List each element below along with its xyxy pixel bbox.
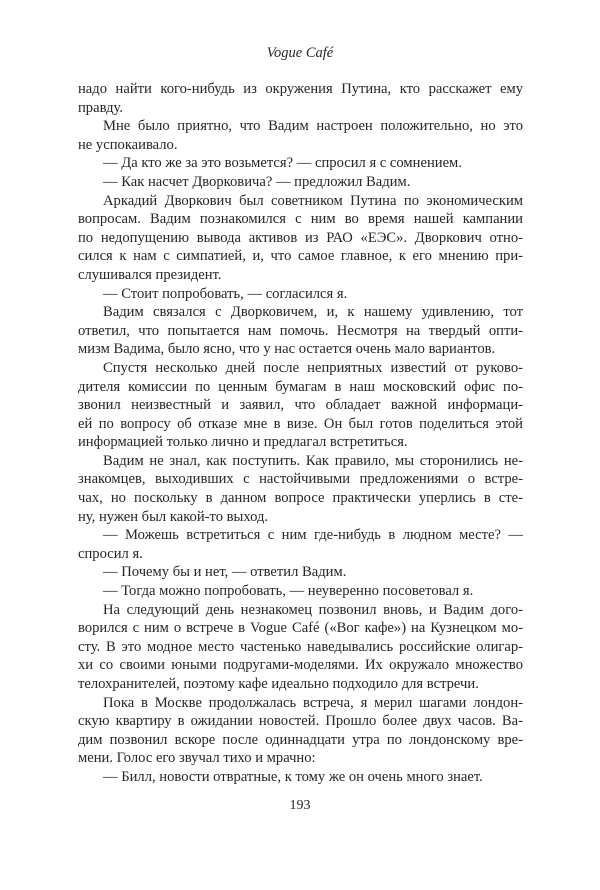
text-line: Спустя несколько дней после неприятных известий от руково- [103,359,523,376]
paragraph [78,117,523,154]
paragraph [78,563,523,582]
paragraph [78,154,523,173]
text-line: надо найти кого-нибудь из окружения Путина, кто расскажет ему [78,81,523,97]
text-line: скую квартиру в ожидании новостей. Прошло более двух часов. Ва- [78,713,523,730]
text-line: — Можешь встретиться с ним где-нибудь в людном месте? — [103,527,523,544]
text-line: ворился с ним о встрече в Vogue Café («Вог кафе») на Кузнецком мо- [78,620,523,637]
text-line: мизм Вадима, было ясно, что у нас остается очень мало вариантов. [78,341,496,358]
text-line: слушивался президент. [78,266,222,283]
text-line: Пока в Москве продолжалась встреча, я мерил шагами лондон- [103,694,523,711]
text-line: знакомцев, выходивших с настойчивыми предложениями о встре- [78,471,523,488]
page-number: 193 [289,798,311,813]
text-line: вопросам. Вадим познакомился с ним во время нашей кампании [78,211,523,228]
paragraph [78,694,523,768]
paragraph [78,359,523,452]
text-line: мени. Голос его звучал тихо и мрачно: [78,750,316,767]
text-line: Вадим не знал, как поступить. Как правило, мы сторонились не- [103,452,523,469]
text-line: телохранителей, поэтому кафе идеально подходило для встречи. [78,676,479,692]
text-line: сту. В это модное место частенько наведывались российские олигар- [78,638,523,655]
text-line: Вадим связался с Дворковичем, и, к нашему удивлению, тот [103,304,523,321]
text-line: — Стоит попробовать, — согласился я. [103,285,348,302]
text-line: — Как насчет Дворковича? — предложил Вадим. [103,173,411,190]
paragraph [78,285,523,304]
text-line: ей по вопросу об отказе мне в визе. Он был готов поделиться этой [78,415,523,432]
text-line: хи со своими юными подругами-моделями. Их окружало множество [78,657,523,674]
text-line: спросил я. [78,545,143,562]
text-line: дим позвонил вскоре после одиннадцати утра по лондонскому вре- [78,731,523,748]
body-text [78,80,523,787]
text-line: ответил, что попытается нам помочь. Несмотря на твердый опти- [78,322,523,339]
text-line: — Билл, новости отвратные, к тому же он очень много знает. [103,768,483,785]
text-line: не успокаивало. [78,136,178,153]
text-line: Мне было приятно, что Вадим настроен положительно, но это [103,118,523,135]
paragraph [78,303,523,359]
text-line: по недопущению вывода активов из РАО «ЕЭС». Дворкович отно- [78,229,523,246]
text-line: чах, но поскольку в данном вопросе практически уперлись в сте- [78,490,523,507]
text-line: На следующий день незнакомец позвонил вновь, и Вадим дого- [103,601,523,618]
paragraph [78,452,523,526]
running-header: Vogue Café [266,45,334,61]
text-line: ну, нужен был какой-то выход. [78,508,269,525]
paragraph [78,173,523,192]
text-line: — Да кто же за это возьмется? — спросил я с сомнением. [103,155,462,172]
text-line: — Тогда можно попробовать, — неуверенно посоветовал я. [103,583,474,600]
text-line: информацией только лично и предлагал встретиться. [78,434,408,451]
paragraph [78,582,523,601]
text-line: сился к нам с симпатией, и, что самое главное, к его мнению при- [78,248,523,265]
text-line: правду. [78,99,124,116]
text-line: звонил неизвестный и заявил, что обладает важной информаци- [78,397,523,414]
paragraph [78,768,523,787]
text-line: — Почему бы и нет, — ответил Вадим. [103,564,347,581]
paragraph [78,601,523,694]
text-line: дителя комиссии по ценным бумагам в наш московский офис по- [78,378,523,395]
text-line: Аркадий Дворкович был советником Путина по экономическим [103,192,523,209]
paragraph [78,192,523,285]
paragraph [78,526,523,563]
paragraph [78,80,523,117]
